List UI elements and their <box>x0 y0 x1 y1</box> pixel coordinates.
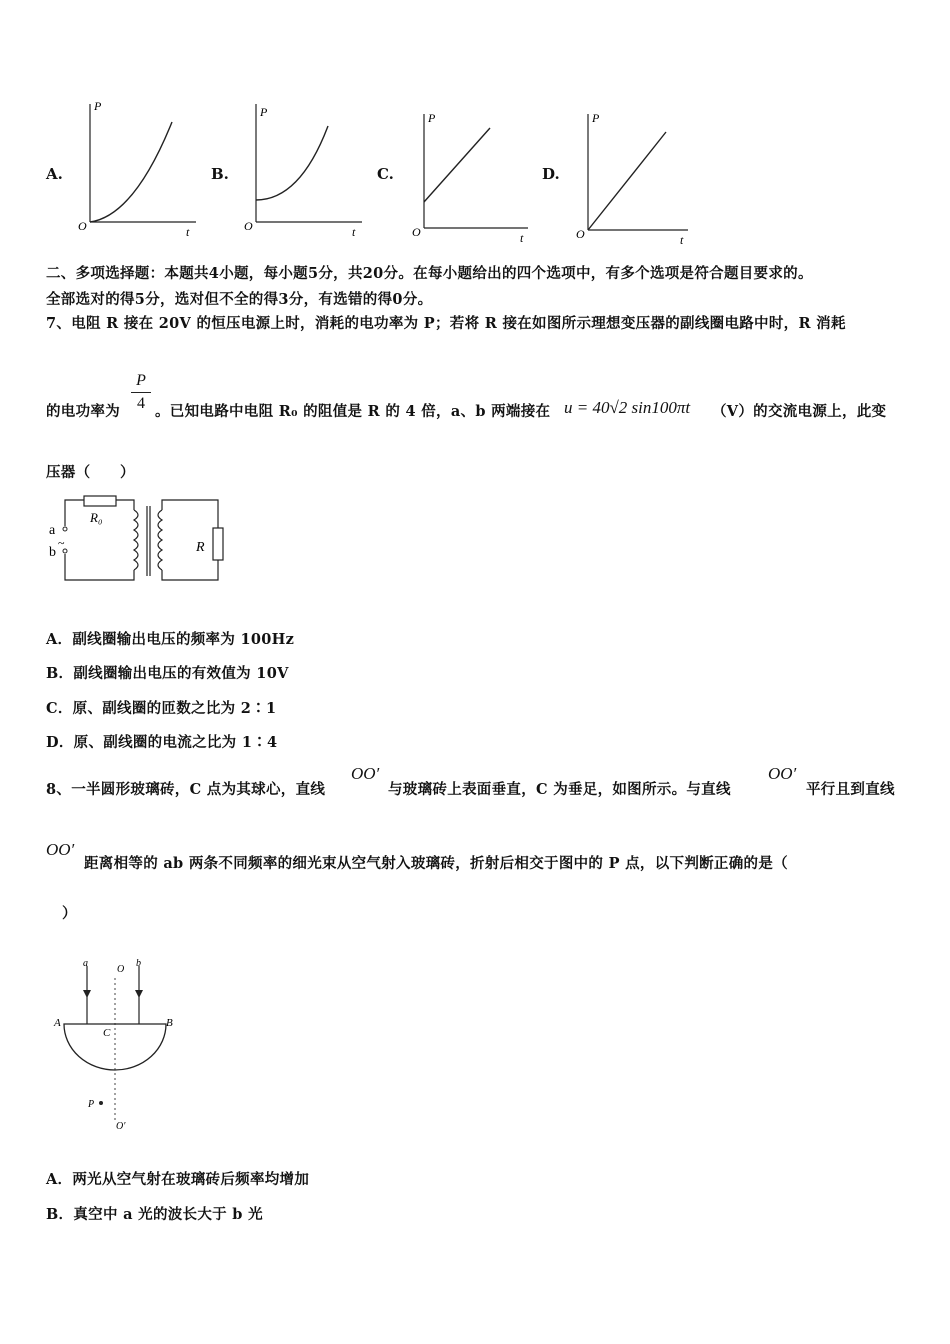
graph-d-o-label: O <box>576 227 585 241</box>
q7-frac-num: P <box>136 372 146 389</box>
section2-line2: 全部选对的得5分，选对但不全的得3分，有选错的得0分。 <box>46 291 433 308</box>
q8-semicircle-figure <box>50 950 190 1135</box>
primary-coil <box>134 510 138 570</box>
graph-d-p-label: P <box>592 111 600 125</box>
q7-option-d: D．原、副线圈的电流之比为 1∶4 <box>46 734 278 751</box>
graph-option-b-label: B. <box>211 165 229 183</box>
terminal-b-label: b <box>49 545 56 560</box>
beam-b-label: b <box>136 958 141 969</box>
point-b-label: B <box>166 1017 173 1029</box>
graph-b-p-label: P <box>260 105 268 119</box>
q8-option-a: A．两光从空气射在玻璃砖后频率均增加 <box>46 1171 310 1188</box>
q8-option-b: B．真空中 a 光的波长大于 b 光 <box>46 1206 263 1223</box>
section2-line1: 二、多项选择题：本题共4小题，每小题5分，共20分。在每小题给出的四个选项中，有多个选项是符合题目要求的。 <box>46 265 813 282</box>
r0-label: R₀ <box>90 510 103 525</box>
q8-line1c: 平行且到直线 <box>806 781 895 798</box>
q7-line2b: 。已知电路中电阻 R₀ 的阻值是 R 的 4 倍，a、b 两端接在 <box>155 403 551 420</box>
q8-line1b: 与玻璃砖上表面垂直，C 为垂足，如图所示。与直线 <box>388 781 731 798</box>
beam-a-label: a <box>83 958 88 969</box>
q7-line3: 压器（ ） <box>46 464 135 481</box>
q8-oo-symbol-1: OO′ <box>351 764 380 783</box>
q7-frac-den: 4 <box>137 395 145 412</box>
graph-option-d-label: D. <box>542 165 560 183</box>
graph-option-a-label: A. <box>46 165 63 183</box>
graph-a-curve <box>90 122 172 222</box>
q7-option-c: C．原、副线圈的匝数之比为 2∶1 <box>46 700 277 717</box>
point-o2-label: O′ <box>116 1121 126 1132</box>
point-c-label: C <box>103 1027 111 1039</box>
q7-frac-bar <box>131 392 151 393</box>
graph-d-line <box>588 132 666 230</box>
q8-oo-symbol-2: OO′ <box>768 764 797 783</box>
point-p-label: P <box>88 1099 95 1110</box>
r0-resistor <box>84 496 116 506</box>
q8-line3: ） <box>62 905 77 922</box>
q7-circuit-diagram <box>46 490 236 590</box>
q7-formula: u = 40√2 sin100πt <box>564 398 691 417</box>
graph-a <box>74 98 204 238</box>
q7-option-b: B．副线圈输出电压的有效值为 10V <box>46 665 289 682</box>
graph-d-t-label: t <box>680 233 684 247</box>
graph-b-t-label: t <box>352 225 356 238</box>
q7-option-a: A．副线圈输出电压的频率为 100Hz <box>46 631 295 648</box>
graph-a-t-label: t <box>186 225 190 238</box>
graph-c <box>408 108 538 248</box>
graph-c-o-label: O <box>412 225 421 239</box>
q7-fraction <box>131 372 151 413</box>
q7-line1: 7、电阻 R 接在 20V 的恒压电源上时，消耗的电功率为 P；若将 R 接在如图所示理想变压器的副线圈电路中时，R 消耗 <box>46 315 846 332</box>
point-p <box>99 1101 103 1105</box>
graph-c-p-label: P <box>428 111 436 125</box>
graph-c-line <box>424 128 490 202</box>
point-o-label: O <box>117 964 125 975</box>
graph-b-o-label: O <box>244 219 253 233</box>
graph-option-c-label: C. <box>377 165 394 183</box>
point-a-label: A <box>54 1017 61 1029</box>
r-label: R <box>196 540 205 555</box>
q7-line2c: （V）的交流电源上，此变 <box>712 403 887 420</box>
graph-c-t-label: t <box>520 231 524 245</box>
q8-oo-symbol-3: OO′ <box>46 840 75 859</box>
graph-a-p-label: P <box>94 99 102 113</box>
q8-line1a: 8、一半圆形玻璃砖，C 点为其球心，直线 <box>46 781 326 798</box>
ac-source-icon: ~ <box>58 536 65 550</box>
graph-b <box>240 98 370 238</box>
graph-d <box>572 108 702 248</box>
q7-line2a: 的电功率为 <box>46 403 120 420</box>
q8-line2: 距离相等的 ab 两条不同频率的细光束从空气射入玻璃砖，折射后相交于图中的 P 点，以下判断正确的是（ <box>84 855 788 872</box>
r-resistor <box>213 528 223 560</box>
secondary-coil <box>158 510 162 570</box>
graph-b-curve <box>256 126 328 200</box>
terminal-a-label: a <box>49 523 56 538</box>
graph-a-o-label: O <box>78 219 87 233</box>
